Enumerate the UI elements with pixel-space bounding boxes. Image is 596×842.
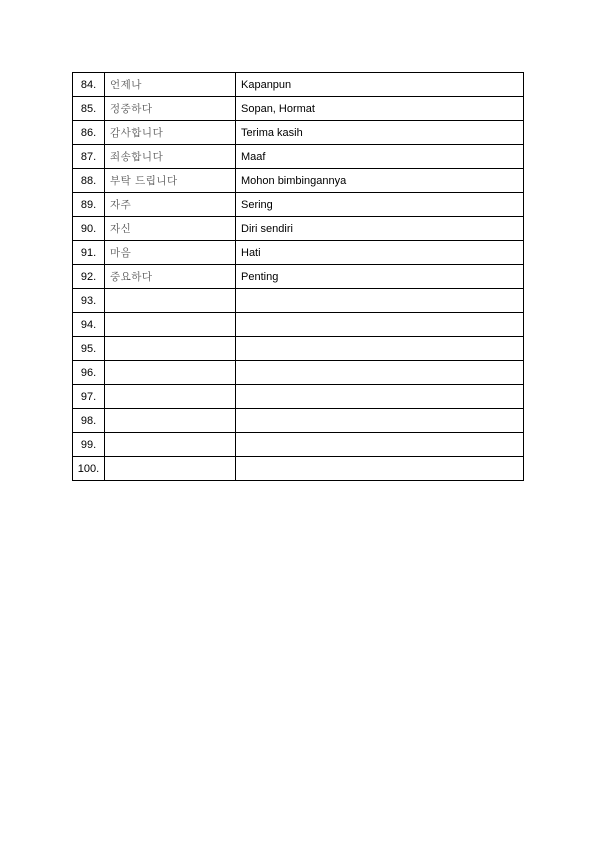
indonesian-meaning-cell: Sopan, Hormat [236, 97, 524, 121]
korean-word-cell [105, 361, 236, 385]
korean-word-cell [105, 337, 236, 361]
indonesian-meaning-cell: Diri sendiri [236, 217, 524, 241]
korean-word-cell [105, 289, 236, 313]
row-number-cell: 100. [73, 457, 105, 481]
indonesian-meaning-cell: Sering [236, 193, 524, 217]
korean-word-cell [105, 433, 236, 457]
row-number-cell: 87. [73, 145, 105, 169]
korean-word-cell [105, 313, 236, 337]
row-number-cell: 97. [73, 385, 105, 409]
korean-word-cell: 마음 [105, 241, 236, 265]
table-row [73, 241, 524, 265]
indonesian-meaning-cell: Mohon bimbingannya [236, 169, 524, 193]
table-row [73, 265, 524, 289]
table-row [73, 409, 524, 433]
row-number-cell: 99. [73, 433, 105, 457]
korean-word-cell [105, 457, 236, 481]
indonesian-meaning-cell: Penting [236, 265, 524, 289]
row-number-cell: 92. [73, 265, 105, 289]
row-number-cell: 98. [73, 409, 105, 433]
row-number-cell: 89. [73, 193, 105, 217]
table-row [73, 97, 524, 121]
vocabulary-table [72, 72, 524, 481]
vocabulary-table-body [73, 73, 524, 481]
table-row [73, 217, 524, 241]
korean-word-cell: 죄송합니다 [105, 145, 236, 169]
indonesian-meaning-cell [236, 337, 524, 361]
korean-word-cell: 자신 [105, 217, 236, 241]
indonesian-meaning-cell [236, 457, 524, 481]
indonesian-meaning-cell: Terima kasih [236, 121, 524, 145]
row-number-cell: 96. [73, 361, 105, 385]
table-row [73, 457, 524, 481]
korean-word-cell: 부탁 드립니다 [105, 169, 236, 193]
indonesian-meaning-cell [236, 313, 524, 337]
korean-word-cell [105, 385, 236, 409]
korean-word-cell: 정중하다 [105, 97, 236, 121]
korean-word-cell: 언제나 [105, 73, 236, 97]
indonesian-meaning-cell [236, 385, 524, 409]
indonesian-meaning-cell [236, 409, 524, 433]
row-number-cell: 88. [73, 169, 105, 193]
row-number-cell: 84. [73, 73, 105, 97]
korean-word-cell [105, 409, 236, 433]
table-row [73, 337, 524, 361]
korean-word-cell: 감사합니다 [105, 121, 236, 145]
row-number-cell: 86. [73, 121, 105, 145]
row-number-cell: 90. [73, 217, 105, 241]
indonesian-meaning-cell: Maaf [236, 145, 524, 169]
table-row [73, 289, 524, 313]
table-row [73, 121, 524, 145]
table-row [73, 385, 524, 409]
korean-word-cell: 중요하다 [105, 265, 236, 289]
table-row [73, 169, 524, 193]
table-row [73, 193, 524, 217]
row-number-cell: 94. [73, 313, 105, 337]
table-row [73, 433, 524, 457]
indonesian-meaning-cell [236, 361, 524, 385]
table-row [73, 361, 524, 385]
korean-word-cell: 자주 [105, 193, 236, 217]
row-number-cell: 93. [73, 289, 105, 313]
indonesian-meaning-cell: Hati [236, 241, 524, 265]
table-row [73, 145, 524, 169]
indonesian-meaning-cell: Kapanpun [236, 73, 524, 97]
row-number-cell: 91. [73, 241, 105, 265]
table-row [73, 73, 524, 97]
indonesian-meaning-cell [236, 433, 524, 457]
row-number-cell: 85. [73, 97, 105, 121]
table-row [73, 313, 524, 337]
indonesian-meaning-cell [236, 289, 524, 313]
row-number-cell: 95. [73, 337, 105, 361]
